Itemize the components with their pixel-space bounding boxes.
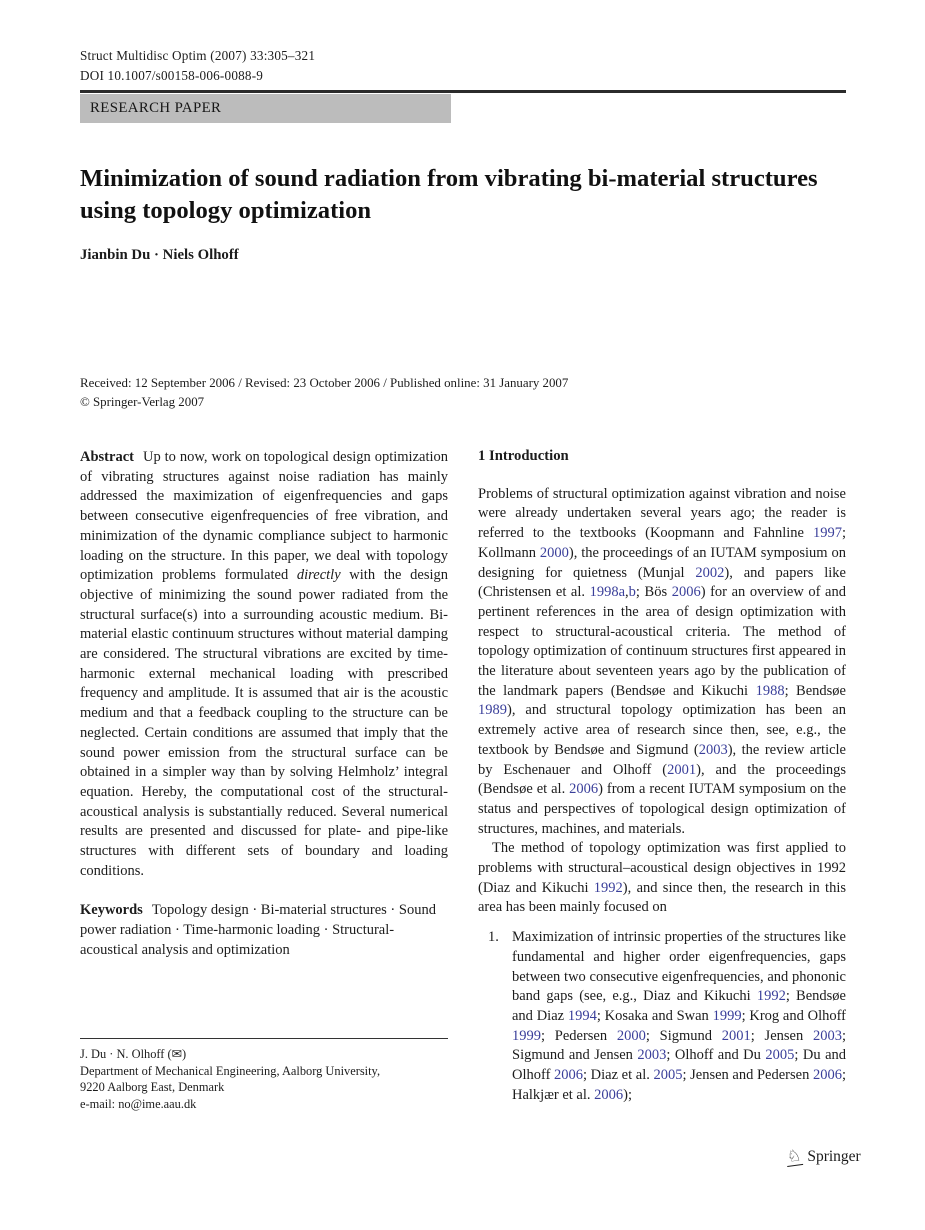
emphasis-text: directly bbox=[296, 567, 341, 584]
springer-knight-icon: ♘ bbox=[785, 1145, 803, 1166]
copyright-line: © Springer-Verlag 2007 bbox=[80, 394, 205, 409]
list-number: 1. bbox=[488, 929, 499, 946]
citation-link[interactable]: 1999 bbox=[712, 1007, 742, 1024]
text-segment: Maximization of intrinsic properties of the structures like fundamental and higher order eigenfrequencies, gaps between two consecutive eigenfrequencies, and phononic band gaps (see, e.g., Diaz and Kikuchi bbox=[512, 929, 846, 1005]
citation-link[interactable]: 2006 bbox=[554, 1067, 584, 1084]
abstract-paragraph bbox=[80, 448, 448, 881]
text-segment: ), and the proceedings (Bendsøe et al. bbox=[478, 761, 846, 798]
right-column bbox=[478, 448, 846, 1105]
text-segment: ; Kollmann bbox=[478, 525, 846, 561]
footnote-affiliation-2: 9220 Aalborg East, Denmark bbox=[80, 1080, 225, 1095]
correspondence-footnote bbox=[80, 1038, 448, 1112]
left-column bbox=[80, 448, 448, 960]
text-segment: ), the proceedings of an IUTAM symposium on designing for quietness (Munjal bbox=[478, 544, 846, 581]
text-segment: ; Sigmund and Jensen bbox=[512, 1027, 846, 1064]
text-segment: ; Bendsøe bbox=[784, 682, 846, 699]
numbered-list-item-1 bbox=[478, 928, 846, 1105]
citation-link[interactable]: 2000 bbox=[616, 1027, 646, 1044]
citation-link[interactable]: 1994 bbox=[567, 1007, 597, 1024]
text-segment: ; Sigmund bbox=[645, 1027, 722, 1044]
citation-link[interactable]: 2000 bbox=[539, 544, 569, 561]
journal-header bbox=[80, 46, 315, 86]
footnote-authors-line bbox=[80, 1046, 448, 1063]
citation-link[interactable]: 2005 bbox=[653, 1067, 683, 1084]
authors: Jianbin Du · Niels Olhoff bbox=[80, 247, 239, 263]
citation-link[interactable]: 1989 bbox=[478, 702, 507, 719]
citation-link[interactable]: 2003 bbox=[637, 1047, 667, 1064]
publication-dates bbox=[80, 374, 846, 411]
paper-title: Minimization of sound radiation from vibrating bi-material structures using topology optimization bbox=[80, 165, 818, 224]
keywords-paragraph bbox=[80, 901, 448, 960]
springer-logo-text: Springer bbox=[807, 1148, 861, 1165]
text-segment: ; Du and Olhoff bbox=[512, 1047, 847, 1084]
abstract-body bbox=[80, 449, 448, 879]
citation-link[interactable]: 2001 bbox=[721, 1027, 751, 1044]
text-segment: The method of topology optimization was first applied to problems with structural–acoustical design objectives in 1992 (Diaz and Kikuchi bbox=[478, 840, 846, 896]
text-segment: ), and papers like (Christensen et al. bbox=[478, 564, 846, 601]
section-heading-introduction: 1 Introduction bbox=[478, 448, 569, 464]
text-segment: ; Bös bbox=[635, 584, 672, 601]
intro-paragraph-2 bbox=[478, 839, 846, 918]
footnote-correspondents: J. Du · N. Olhoff bbox=[80, 1047, 168, 1061]
citation-link[interactable]: 1988 bbox=[755, 682, 785, 699]
text-segment: , bbox=[625, 584, 629, 601]
paper-type-banner: RESEARCH PAPER bbox=[80, 94, 451, 123]
citation-link[interactable]: 2003 bbox=[698, 741, 728, 758]
received-line: Received: 12 September 2006 / Revised: 23 October 2006 / Published online: 31 January 2007 bbox=[80, 376, 569, 390]
citation-link[interactable]: 2006 bbox=[671, 584, 701, 601]
doi: DOI 10.1007/s00158-006-0088-9 bbox=[80, 68, 264, 83]
citation-link[interactable]: 1992 bbox=[756, 988, 786, 1005]
text-segment: ; Pedersen bbox=[541, 1027, 617, 1044]
keywords-heading: Keywords bbox=[80, 902, 143, 919]
citation-link[interactable]: 1999 bbox=[512, 1027, 541, 1044]
text-segment: ) from a recent IUTAM symposium on the status and perspectives of topological design optimization of structures, machines, and materials. bbox=[478, 781, 847, 837]
header-rule bbox=[80, 90, 846, 93]
text-segment: with the design objective of minimizing the sound power radiated from the structural surface(s) into a surrounding acoustic medium. Bi-material elastic continuum structures without material damping are considered. The structural vibrations are excited by time-harmonic external mechanical loading with prescribed frequency and amplitude. It is assumed that air is the acoustic medium and that a feedback coupling to the structure can be neglected. Certain conditions are assumed that imply that the sound power emission from the structural surface can be obtained in a simpler way than by solving Helmholz’ integral equation. Hereby, the computational cost of the structural-acoustical analysis is substantially reduced. Several numerical results are presented and discussed for plate- and pipe-like structures with different sets of boundary and loading conditions. bbox=[80, 567, 448, 879]
text-segment: ; Jensen bbox=[750, 1027, 813, 1044]
email-envelope-icon: (✉) bbox=[167, 1047, 187, 1061]
citation-link[interactable]: 2005 bbox=[765, 1047, 795, 1064]
text-segment: ; Diaz et al. bbox=[583, 1067, 654, 1084]
text-segment: ; Jensen and Pedersen bbox=[682, 1067, 813, 1084]
citation-link[interactable]: 2006 bbox=[594, 1086, 624, 1103]
intro-paragraph-1 bbox=[478, 485, 846, 840]
text-segment: ; Bendsøe and Diaz bbox=[512, 988, 846, 1024]
citation-link[interactable]: 1997 bbox=[812, 525, 842, 542]
text-segment: ), the review article by Eschenauer and Olhoff ( bbox=[478, 741, 846, 778]
citation-link[interactable]: 2002 bbox=[695, 564, 725, 581]
citation-link[interactable]: 2006 bbox=[812, 1067, 842, 1084]
citation-link[interactable]: 2001 bbox=[667, 761, 697, 778]
citation-link[interactable]: 1992 bbox=[593, 879, 623, 896]
keywords-body: Topology design · Bi-material structures · Sound power radiation · Time-harmonic loading · Structural-acoustical analysis and optimization bbox=[80, 902, 436, 958]
text-segment: ); bbox=[623, 1086, 633, 1103]
footnote-affiliation-1: Department of Mechanical Engineering, Aalborg University, bbox=[80, 1063, 381, 1078]
springer-logo bbox=[785, 1145, 861, 1166]
journal-ref: Struct Multidisc Optim (2007) 33:305–321 bbox=[80, 48, 316, 63]
citation-link[interactable]: b bbox=[628, 584, 636, 601]
text-segment: ; Halkjær et al. bbox=[512, 1067, 846, 1103]
text-segment: ), and structural topology optimization has been an extremely active area of research since then, see, e.g., the textbook by Bendsøe and Sigmund ( bbox=[478, 702, 846, 758]
text-segment: ; Krog and Olhoff bbox=[741, 1007, 847, 1024]
text-segment: ) for an overview of and pertinent references in the area of design optimization with respect to structural-acoustical criteria. The method of topology optimization of continuum structures first appeared in the literature about seventeen years ago by the publication of the landmark papers (Bendsøe and Kikuchi bbox=[478, 584, 846, 699]
citation-link[interactable]: 1998a bbox=[589, 584, 626, 601]
text-segment: ), and since then, the research in this area has been mainly focused on bbox=[478, 879, 846, 916]
citation-link[interactable]: 2006 bbox=[569, 781, 599, 798]
text-segment: ; Kosaka and Swan bbox=[596, 1007, 713, 1024]
abstract-heading: Abstract bbox=[80, 449, 134, 465]
text-segment: Problems of structural optimization against vibration and noise were already undertaken several years ago; the reader is referred to the textbooks (Koopmann and Fahnline bbox=[478, 485, 846, 542]
text-segment: Up to now, work on topological design optimization of vibrating structures against noise radiation has mainly addressed the maximization of eigenfrequencies and gaps between consecutive eigenfrequencies of free vibration, and minimization of the dynamic compliance subject to harmonic loading on the structure. In this paper, we deal with topology optimization problems formulated bbox=[80, 449, 448, 584]
citation-link[interactable]: 2003 bbox=[812, 1027, 842, 1044]
text-segment: ; Olhoff and Du bbox=[666, 1047, 766, 1064]
list-item-text bbox=[512, 928, 846, 1105]
footnote-email: e-mail: no@ime.aau.dk bbox=[80, 1096, 197, 1111]
